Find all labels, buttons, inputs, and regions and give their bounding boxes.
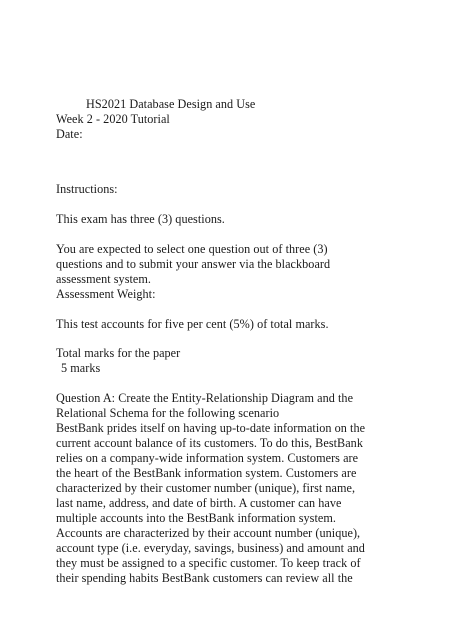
instruction-text-line: questions and to submit your answer via the blackboard xyxy=(56,257,331,271)
course-title: HS2021 Database Design and Use xyxy=(86,97,256,111)
instructions-heading: Instructions: xyxy=(56,182,118,196)
question-a-line: account type (i.e. everyday, savings, business) and amount and xyxy=(56,541,365,555)
question-a-line: last name, address, and date of birth. A customer can have xyxy=(56,496,342,510)
question-a-line: they must be assigned to a specific customer. To keep track of xyxy=(56,556,361,570)
question-a-line: relies on a company-wide information system. Customers are xyxy=(56,451,359,465)
date-label: Date: xyxy=(56,127,83,141)
total-marks-value: 5 marks xyxy=(61,361,101,375)
total-marks-label: Total marks for the paper xyxy=(56,346,181,360)
week-label: Week 2 - 2020 Tutorial xyxy=(56,112,170,126)
question-a-line: Question A: Create the Entity-Relationship Diagram and the xyxy=(56,391,354,405)
question-a-line: BestBank prides itself on having up-to-date information on the xyxy=(56,421,366,435)
question-a-line: current account balance of its customers. To do this, BestBank xyxy=(56,436,363,450)
questions-count-text: This exam has three (3) questions. xyxy=(56,212,225,226)
question-a-line: Relational Schema for the following scenario xyxy=(56,406,280,420)
question-a-line: the heart of the BestBank information system. Customers are xyxy=(56,466,357,480)
question-a-line: their spending habits BestBank customers can review all the xyxy=(56,571,353,585)
instruction-text-line: assessment system. xyxy=(56,272,152,286)
assessment-weight-text: This test accounts for five per cent (5%) of total marks. xyxy=(56,317,329,331)
instruction-text-line: You are expected to select one question out of three (3) xyxy=(56,242,328,256)
question-a-line: multiple accounts into the BestBank information system. xyxy=(56,511,336,525)
assessment-weight-heading: Assessment Weight: xyxy=(56,287,156,301)
question-a-line: characterized by their customer number (unique), first name, xyxy=(56,481,356,495)
question-a-line: Accounts are characterized by their account number (unique), xyxy=(56,526,361,540)
